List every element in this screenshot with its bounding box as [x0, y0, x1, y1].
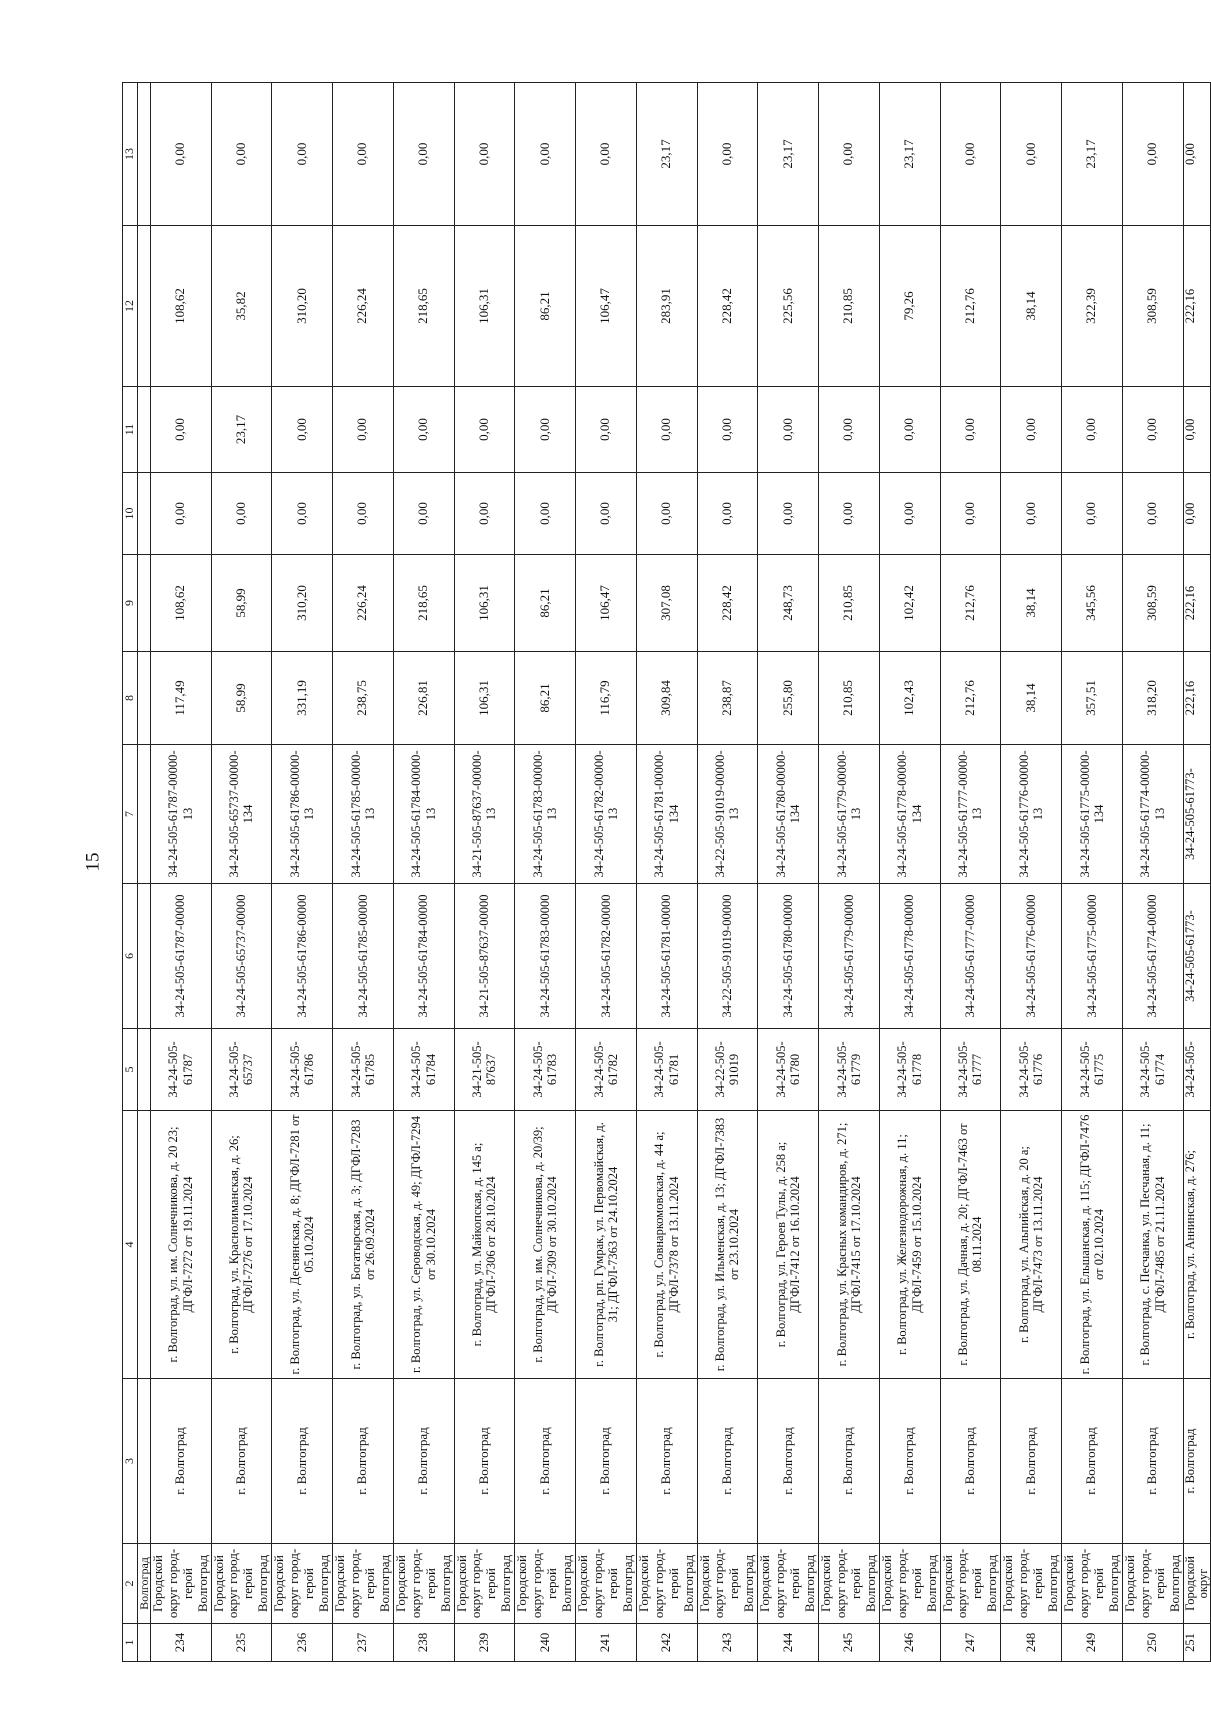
cell-c9: 210,85	[819, 555, 880, 652]
cell-c1: 248	[1001, 1624, 1062, 1662]
cell-c1: 251	[1183, 1624, 1210, 1662]
cell-c2: Городской округ	[1183, 1544, 1210, 1624]
cell-c6: 34-24-505-61775-00000	[1062, 884, 1123, 1029]
cell-c8: 222,16	[1183, 652, 1210, 745]
column-number: 6	[123, 884, 138, 1029]
cell-c3: г. Волгоград	[758, 1379, 819, 1544]
cell-c3: г. Волгоград	[515, 1379, 576, 1544]
cell-c6: 34-24-505-61783-00000	[515, 884, 576, 1029]
cell-c13: 0,00	[1001, 83, 1062, 226]
cell-c5: 34-24-505-61776	[1001, 1029, 1062, 1111]
column-number: 8	[123, 652, 138, 745]
cell-c7: 34-24-505-61777-00000-13	[940, 745, 1001, 884]
table-row	[272, 83, 333, 1662]
cell-c10: 0,00	[758, 473, 819, 555]
cell-c13: 23,17	[1062, 83, 1123, 226]
cell-c13: 0,00	[819, 83, 880, 226]
cell-c6: 34-24-505-61784-00000	[393, 884, 454, 1029]
cell-c5: 34-24-505-61774	[1122, 1029, 1183, 1111]
cell-c7: 34-24-505-61781-00000-134	[636, 745, 697, 884]
cell-c10: 0,00	[272, 473, 333, 555]
column-number: 11	[123, 387, 138, 473]
cell-c5: 34-22-505-91019	[697, 1029, 758, 1111]
cell-c9: 228,42	[697, 555, 758, 652]
cell-c8: 318,20	[1122, 652, 1183, 745]
table-row	[515, 83, 576, 1662]
cell-c2: Городской округ город-герой Волгоград	[879, 1544, 940, 1624]
cell-c11: 0,00	[1062, 387, 1123, 473]
column-number: 1	[123, 1624, 138, 1662]
cell-c3: г. Волгоград	[150, 1379, 211, 1544]
cell-c1: 239	[454, 1624, 515, 1662]
cell-c4: г. Волгоград, ул. Аннинская, д. 276;	[1183, 1111, 1210, 1379]
cell-c8: 212,76	[940, 652, 1001, 745]
cell-c2: Городской округ город-герой Волгоград	[272, 1544, 333, 1624]
cell-c11: 0,00	[454, 387, 515, 473]
cell-c1: 245	[819, 1624, 880, 1662]
continuation-cell	[137, 745, 150, 884]
cell-c12: 228,42	[697, 226, 758, 387]
cell-c7: 34-24-505-61783-00000-13	[515, 745, 576, 884]
continuation-cell	[137, 884, 150, 1029]
table-row	[1062, 83, 1123, 1662]
continuation-cell	[137, 1111, 150, 1379]
cell-c13: 23,17	[758, 83, 819, 226]
cell-c10: 0,00	[211, 473, 272, 555]
column-number: 12	[123, 226, 138, 387]
cell-c8: 58,99	[211, 652, 272, 745]
cell-c1: 234	[150, 1624, 211, 1662]
cell-c1: 249	[1062, 1624, 1123, 1662]
table-row	[697, 83, 758, 1662]
cell-c6: 34-22-505-91019-00000	[697, 884, 758, 1029]
cell-c11: 0,00	[333, 387, 394, 473]
cell-c8: 116,79	[576, 652, 637, 745]
cell-c11: 0,00	[819, 387, 880, 473]
cell-c7: 34-24-505-61787-00000-13	[150, 745, 211, 884]
cell-c12: 86,21	[515, 226, 576, 387]
cell-c9: 226,24	[333, 555, 394, 652]
cell-c9: 106,31	[454, 555, 515, 652]
cell-c12: 283,91	[636, 226, 697, 387]
cell-c8: 210,85	[819, 652, 880, 745]
cell-c13: 0,00	[333, 83, 394, 226]
cell-c12: 106,47	[576, 226, 637, 387]
cell-c5: 34-24-505-61778	[879, 1029, 940, 1111]
cell-c8: 102,43	[879, 652, 940, 745]
cell-c7: 34-21-505-87637-00000-13	[454, 745, 515, 884]
cell-c6: 34-24-505-61785-00000	[333, 884, 394, 1029]
cell-c5: 34-24-505-61783	[515, 1029, 576, 1111]
cell-c12: 108,62	[150, 226, 211, 387]
continuation-cell: Волгоград	[137, 1544, 150, 1624]
cell-c4: г. Волгоград, ул. Ильменская, д. 13; ДГФЛ-7383 от 23.10.2024	[697, 1111, 758, 1379]
cell-c5: 34-24-505-61786	[272, 1029, 333, 1111]
cell-c2: Городской округ город-герой Волгоград	[393, 1544, 454, 1624]
cell-c6: 34-21-505-87637-00000	[454, 884, 515, 1029]
table-row	[1183, 83, 1210, 1662]
table-row	[1001, 83, 1062, 1662]
cell-c9: 106,47	[576, 555, 637, 652]
registry-table	[122, 82, 1211, 1662]
continuation-row	[137, 83, 150, 1662]
cell-c4: г. Волгоград, рп. Гумрак, ул. Первомайская, д. 31; ДГФЛ-7363 от 24.10.2024	[576, 1111, 637, 1379]
cell-c7: 34-24-505-61780-00000-134	[758, 745, 819, 884]
cell-c2: Городской округ город-герой Волгоград	[515, 1544, 576, 1624]
cell-c3: г. Волгоград	[1122, 1379, 1183, 1544]
cell-c10: 0,00	[636, 473, 697, 555]
cell-c12: 225,56	[758, 226, 819, 387]
rotated-table-wrapper	[122, 83, 1210, 1662]
column-number-row	[123, 83, 138, 1662]
cell-c13: 0,00	[515, 83, 576, 226]
cell-c4: г. Волгоград, ул. Деснянская, д. 8; ДГФЛ-7281 от 05.10.2024	[272, 1111, 333, 1379]
cell-c12: 222,16	[1183, 226, 1210, 387]
cell-c4: г. Волгоград, ул. Сероводская, д. 49; ДГФЛ-7294 от 30.10.2024	[393, 1111, 454, 1379]
continuation-cell	[137, 555, 150, 652]
cell-c9: 307,08	[636, 555, 697, 652]
continuation-cell	[137, 1029, 150, 1111]
continuation-cell	[137, 652, 150, 745]
cell-c8: 117,49	[150, 652, 211, 745]
cell-c7: 34-24-505-61774-00000-13	[1122, 745, 1183, 884]
cell-c5: 34-24-505-61775	[1062, 1029, 1123, 1111]
cell-c10: 0,00	[150, 473, 211, 555]
cell-c5: 34-24-505-61779	[819, 1029, 880, 1111]
continuation-cell	[137, 1624, 150, 1662]
cell-c7: 34-24-505-61782-00000-13	[576, 745, 637, 884]
cell-c4: г. Волгоград, ул. Красных командиров, д. 271; ДГФЛ-7415 от 17.10.2024	[819, 1111, 880, 1379]
table-row	[211, 83, 272, 1662]
cell-c13: 0,00	[1122, 83, 1183, 226]
cell-c9: 218,65	[393, 555, 454, 652]
cell-c11: 23,17	[211, 387, 272, 473]
column-number: 4	[123, 1111, 138, 1379]
cell-c7: 34-24-505-61776-00000-13	[1001, 745, 1062, 884]
cell-c9: 102,42	[879, 555, 940, 652]
cell-c3: г. Волгоград	[636, 1379, 697, 1544]
cell-c12: 106,31	[454, 226, 515, 387]
cell-c11: 0,00	[1001, 387, 1062, 473]
cell-c1: 246	[879, 1624, 940, 1662]
cell-c8: 38,14	[1001, 652, 1062, 745]
cell-c5: 34-21-505-87637	[454, 1029, 515, 1111]
cell-c10: 0,00	[333, 473, 394, 555]
cell-c1: 241	[576, 1624, 637, 1662]
cell-c9: 38,14	[1001, 555, 1062, 652]
cell-c13: 0,00	[272, 83, 333, 226]
column-number: 10	[123, 473, 138, 555]
cell-c4: г. Волгоград, ул. Героев Тулы, д. 258 а; ДГФЛ-7412 от 16.10.2024	[758, 1111, 819, 1379]
cell-c6: 34-24-505-61774-00000	[1122, 884, 1183, 1029]
cell-c10: 0,00	[940, 473, 1001, 555]
cell-c2: Городской округ город-герой Волгоград	[454, 1544, 515, 1624]
cell-c7: 34-24-505-61786-00000-13	[272, 745, 333, 884]
cell-c1: 235	[211, 1624, 272, 1662]
cell-c4: г. Волгоград, ул. им. Солнечникова, д. 20 23; ДГФЛ-7272 от 19.11.2024	[150, 1111, 211, 1379]
cell-c10: 0,00	[393, 473, 454, 555]
cell-c2: Городской округ город-герой Волгоград	[758, 1544, 819, 1624]
table-row	[333, 83, 394, 1662]
cell-c6: 34-24-505-61779-00000	[819, 884, 880, 1029]
cell-c4: г. Волгоград, ул. им. Солнечникова, д. 20/39; ДГФЛ-7309 от 30.10.2024	[515, 1111, 576, 1379]
cell-c1: 240	[515, 1624, 576, 1662]
cell-c6: 34-24-505-61786-00000	[272, 884, 333, 1029]
cell-c13: 0,00	[697, 83, 758, 226]
cell-c3: г. Волгоград	[1183, 1379, 1210, 1544]
cell-c1: 238	[393, 1624, 454, 1662]
column-number: 3	[123, 1379, 138, 1544]
cell-c9: 222,16	[1183, 555, 1210, 652]
cell-c7: 34-22-505-91019-00000-13	[697, 745, 758, 884]
cell-c12: 218,65	[393, 226, 454, 387]
cell-c1: 237	[333, 1624, 394, 1662]
cell-c1: 244	[758, 1624, 819, 1662]
cell-c8: 226,81	[393, 652, 454, 745]
cell-c13: 0,00	[393, 83, 454, 226]
cell-c2: Городской округ город-герой Волгоград	[576, 1544, 637, 1624]
table-row	[454, 83, 515, 1662]
cell-c6: 34-24-505-61777-00000	[940, 884, 1001, 1029]
cell-c7: 34-24-505-65737-00000-134	[211, 745, 272, 884]
cell-c7: 34-24-505-61775-00000-134	[1062, 745, 1123, 884]
cell-c7: 34-24-505-61785-00000-13	[333, 745, 394, 884]
cell-c11: 0,00	[697, 387, 758, 473]
cell-c8: 238,87	[697, 652, 758, 745]
cell-c9: 248,73	[758, 555, 819, 652]
cell-c3: г. Волгоград	[454, 1379, 515, 1544]
cell-c11: 0,00	[1183, 387, 1210, 473]
cell-c3: г. Волгоград	[1001, 1379, 1062, 1544]
cell-c2: Городской округ город-герой Волгоград	[211, 1544, 272, 1624]
cell-c11: 0,00	[1122, 387, 1183, 473]
cell-c7: 34-24-505-61779-00000-13	[819, 745, 880, 884]
cell-c8: 106,31	[454, 652, 515, 745]
cell-c3: г. Волгоград	[1062, 1379, 1123, 1544]
cell-c11: 0,00	[272, 387, 333, 473]
table-row	[819, 83, 880, 1662]
cell-c5: 34-24-505-61782	[576, 1029, 637, 1111]
cell-c7: 34-24-505-61784-00000-13	[393, 745, 454, 884]
cell-c2: Городской округ город-герой Волгоград	[819, 1544, 880, 1624]
cell-c2: Городской округ город-герой Волгоград	[697, 1544, 758, 1624]
cell-c9: 86,21	[515, 555, 576, 652]
cell-c3: г. Волгоград	[333, 1379, 394, 1544]
cell-c10: 0,00	[454, 473, 515, 555]
cell-c4: г. Волгоград, с. Песчанка, ул. Песчаная, д. 11; ДГФЛ-7485 от 21.11.2024	[1122, 1111, 1183, 1379]
cell-c13: 0,00	[1183, 83, 1210, 226]
cell-c5: 34-24-505-61784	[393, 1029, 454, 1111]
cell-c3: г. Волгоград	[819, 1379, 880, 1544]
cell-c2: Городской округ город-герой Волгоград	[940, 1544, 1001, 1624]
cell-c6: 34-24-505-65737-00000	[211, 884, 272, 1029]
cell-c10: 0,00	[576, 473, 637, 555]
table-row	[150, 83, 211, 1662]
cell-c12: 210,85	[819, 226, 880, 387]
cell-c5: 34-24-505-	[1183, 1029, 1210, 1111]
cell-c8: 357,51	[1062, 652, 1123, 745]
cell-c13: 0,00	[454, 83, 515, 226]
cell-c5: 34-24-505-61785	[333, 1029, 394, 1111]
cell-c4: г. Волгоград, ул. Железнодорожная, д. 11; ДГФЛ-7459 от 15.10.2024	[879, 1111, 940, 1379]
table-row	[636, 83, 697, 1662]
continuation-cell	[137, 83, 150, 226]
cell-c6: 34-24-505-61780-00000	[758, 884, 819, 1029]
cell-c8: 309,84	[636, 652, 697, 745]
cell-c3: г. Волгоград	[879, 1379, 940, 1544]
table-row	[576, 83, 637, 1662]
page-number: 15	[82, 852, 104, 872]
cell-c7: 34-24-505-61773-	[1183, 745, 1210, 884]
cell-c3: г. Волгоград	[940, 1379, 1001, 1544]
cell-c6: 34-24-505-61781-00000	[636, 884, 697, 1029]
cell-c10: 0,00	[515, 473, 576, 555]
cell-c13: 0,00	[150, 83, 211, 226]
cell-c11: 0,00	[393, 387, 454, 473]
cell-c9: 310,20	[272, 555, 333, 652]
cell-c10: 0,00	[1062, 473, 1123, 555]
cell-c1: 243	[697, 1624, 758, 1662]
column-number: 7	[123, 745, 138, 884]
table-row	[758, 83, 819, 1662]
cell-c12: 322,39	[1062, 226, 1123, 387]
cell-c12: 226,24	[333, 226, 394, 387]
cell-c4: г. Волгоград, ул. Альпийская, д. 20 а; ДГФЛ-7473 от 13.11.2024	[1001, 1111, 1062, 1379]
cell-c10: 0,00	[1183, 473, 1210, 555]
cell-c11: 0,00	[940, 387, 1001, 473]
cell-c12: 310,20	[272, 226, 333, 387]
cell-c12: 35,82	[211, 226, 272, 387]
cell-c10: 0,00	[1001, 473, 1062, 555]
cell-c6: 34-24-505-61776-00000	[1001, 884, 1062, 1029]
table-row	[940, 83, 1001, 1662]
continuation-cell	[137, 226, 150, 387]
cell-c2: Городской округ город-герой Волгоград	[1001, 1544, 1062, 1624]
cell-c3: г. Волгоград	[697, 1379, 758, 1544]
cell-c8: 255,80	[758, 652, 819, 745]
continuation-cell	[137, 1379, 150, 1544]
table-row	[1122, 83, 1183, 1662]
cell-c1: 242	[636, 1624, 697, 1662]
cell-c12: 308,59	[1122, 226, 1183, 387]
continuation-cell	[137, 387, 150, 473]
cell-c1: 247	[940, 1624, 1001, 1662]
cell-c8: 238,75	[333, 652, 394, 745]
cell-c6: 34-24-505-61773-	[1183, 884, 1210, 1029]
cell-c6: 34-24-505-61787-00000	[150, 884, 211, 1029]
cell-c11: 0,00	[879, 387, 940, 473]
cell-c2: Городской округ город-герой Волгоград	[333, 1544, 394, 1624]
cell-c8: 86,21	[515, 652, 576, 745]
cell-c5: 34-24-505-61780	[758, 1029, 819, 1111]
cell-c5: 34-24-505-61781	[636, 1029, 697, 1111]
cell-c4: г. Волгоград, ул. Богатырская, д. 3; ДГФЛ-7283 от 26.09.2024	[333, 1111, 394, 1379]
cell-c4: г. Волгоград, ул. Дачная, д. 20; ДГФЛ-7463 от 08.11.2024	[940, 1111, 1001, 1379]
cell-c10: 0,00	[819, 473, 880, 555]
cell-c13: 0,00	[940, 83, 1001, 226]
cell-c3: г. Волгоград	[576, 1379, 637, 1544]
cell-c9: 58,99	[211, 555, 272, 652]
cell-c13: 23,17	[879, 83, 940, 226]
cell-c4: г. Волгоград, ул. Майкопская, д. 145 а; ДГФЛ-7306 от 28.10.2024	[454, 1111, 515, 1379]
cell-c12: 212,76	[940, 226, 1001, 387]
cell-c11: 0,00	[150, 387, 211, 473]
cell-c12: 79,26	[879, 226, 940, 387]
cell-c2: Городской округ город-герой Волгоград	[150, 1544, 211, 1624]
cell-c3: г. Волгоград	[393, 1379, 454, 1544]
continuation-cell	[137, 473, 150, 555]
cell-c11: 0,00	[515, 387, 576, 473]
cell-c6: 34-24-505-61782-00000	[576, 884, 637, 1029]
cell-c11: 0,00	[576, 387, 637, 473]
cell-c4: г. Волгоград, ул. Краснолиманская, д. 26; ДГФЛ-7276 от 17.10.2024	[211, 1111, 272, 1379]
cell-c9: 108,62	[150, 555, 211, 652]
cell-c12: 38,14	[1001, 226, 1062, 387]
cell-c13: 23,17	[636, 83, 697, 226]
cell-c11: 0,00	[636, 387, 697, 473]
column-number: 13	[123, 83, 138, 226]
cell-c4: г. Волгоград, ул. Ельшанская, д. 115; ДГФЛ-7476 от 02.10.2024	[1062, 1111, 1123, 1379]
cell-c2: Городской округ город-герой Волгоград	[1122, 1544, 1183, 1624]
column-number: 9	[123, 555, 138, 652]
cell-c5: 34-24-505-65737	[211, 1029, 272, 1111]
cell-c5: 34-24-505-61787	[150, 1029, 211, 1111]
table-row	[879, 83, 940, 1662]
cell-c10: 0,00	[879, 473, 940, 555]
cell-c2: Городской округ город-герой Волгоград	[636, 1544, 697, 1624]
cell-c9: 345,56	[1062, 555, 1123, 652]
column-number: 5	[123, 1029, 138, 1111]
cell-c13: 0,00	[211, 83, 272, 226]
cell-c9: 308,59	[1122, 555, 1183, 652]
column-number: 2	[123, 1544, 138, 1624]
cell-c11: 0,00	[758, 387, 819, 473]
table-row	[393, 83, 454, 1662]
cell-c6: 34-24-505-61778-00000	[879, 884, 940, 1029]
cell-c1: 250	[1122, 1624, 1183, 1662]
cell-c2: Городской округ город-герой Волгоград	[1062, 1544, 1123, 1624]
cell-c10: 0,00	[1122, 473, 1183, 555]
cell-c8: 331,19	[272, 652, 333, 745]
cell-c7: 34-24-505-61778-00000-134	[879, 745, 940, 884]
cell-c3: г. Волгоград	[272, 1379, 333, 1544]
table-body	[123, 83, 1211, 1662]
cell-c9: 212,76	[940, 555, 1001, 652]
cell-c5: 34-24-505-61777	[940, 1029, 1001, 1111]
cell-c3: г. Волгоград	[211, 1379, 272, 1544]
cell-c1: 236	[272, 1624, 333, 1662]
cell-c13: 0,00	[576, 83, 637, 226]
cell-c4: г. Волгоград, ул. Совнаркомовская, д. 44 а; ДГФЛ-7378 от 13.11.2024	[636, 1111, 697, 1379]
cell-c10: 0,00	[697, 473, 758, 555]
